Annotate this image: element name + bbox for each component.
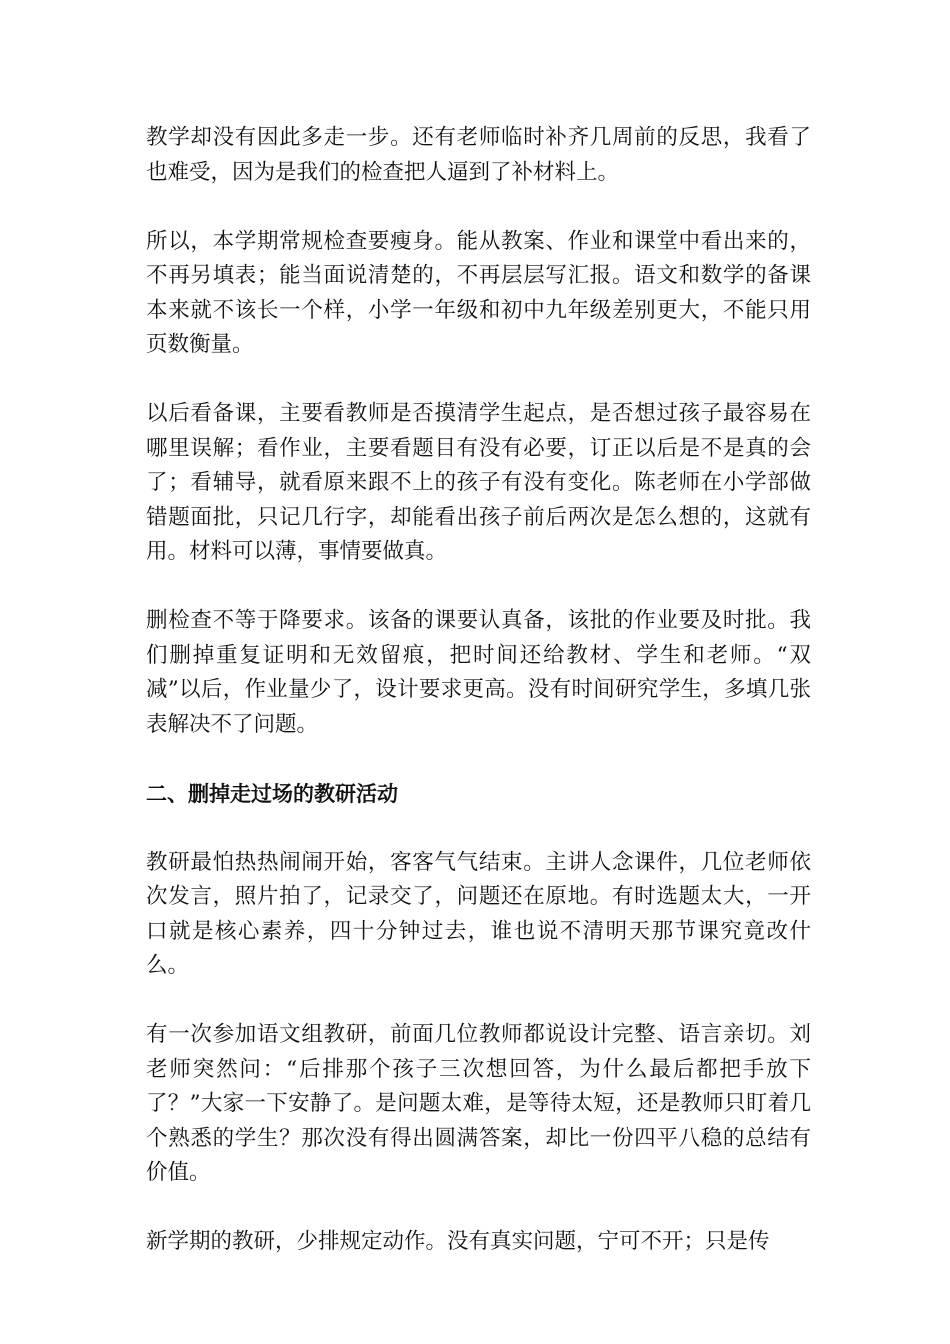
paragraph-new-semester-research: 新学期的教研，少排规定动作。没有真实问题，宁可不开；只是传 [146,1229,770,1254]
section-heading: 二、删掉走过场的教研活动 [146,781,398,806]
paragraph-chinese-group-example: 有一次参加语文组教研，前面几位教师都说设计完整、语言亲切。刘老师突然问：“后排那个孩子三次想回答，为什么最后都把手放下了？”大家一下安静了。是问题太难，是等待太短，还是教师只盯着几个熟悉的学生？那次没有得出圆满答案，却比一份四平八稳的总结有价值。 [146,1022,811,1185]
document-body [146,121,811,1294]
paragraph-inspection-burden: 教学却没有因此多走一步。还有老师临时补齐几周前的反思，我看了也难受，因为是我们的检查把人逼到了补材料上。 [146,125,811,185]
paragraph-not-lower-standards: 删检查不等于降要求。该备的课要认真备，该批的作业要及时批。我们删掉重复证明和无效留痕，把时间还给教材、学生和老师。“双减”以后，作业量少了，设计要求更高。没有时间研究学生，多填几张表解决不了问题。 [146,608,811,737]
paragraph-teaching-research-problem: 教研最怕热热闹闹开始，客客气气结束。主讲人念课件，几位老师依次发言，照片拍了，记录交了，问题还在原地。有时选题太大，一开口就是核心素养，四十分钟过去，谁也说不清明天那节课究竟改什么。 [146,849,811,978]
paragraph-inspection-focus: 以后看备课，主要看教师是否摸清学生起点，是否想过孩子最容易在哪里误解；看作业，主要看题目有没有必要，订正以后是不是真的会了；看辅导，就看原来跟不上的孩子有没有变化。陈老师在小学部做错题面批，只记几行字，却能看出孩子前后两次是怎么想的，这就有用。材料可以薄，事情要做真。 [146,401,811,564]
paragraph-slim-inspection: 所以，本学期常规检查要瘦身。能从教案、作业和课堂中看出来的，不再另填表；能当面说清楚的，不再层层写汇报。语文和数学的备课本来就不该长一个样，小学一年级和初中九年级差别更大，不能只用页数衡量。 [146,228,811,357]
